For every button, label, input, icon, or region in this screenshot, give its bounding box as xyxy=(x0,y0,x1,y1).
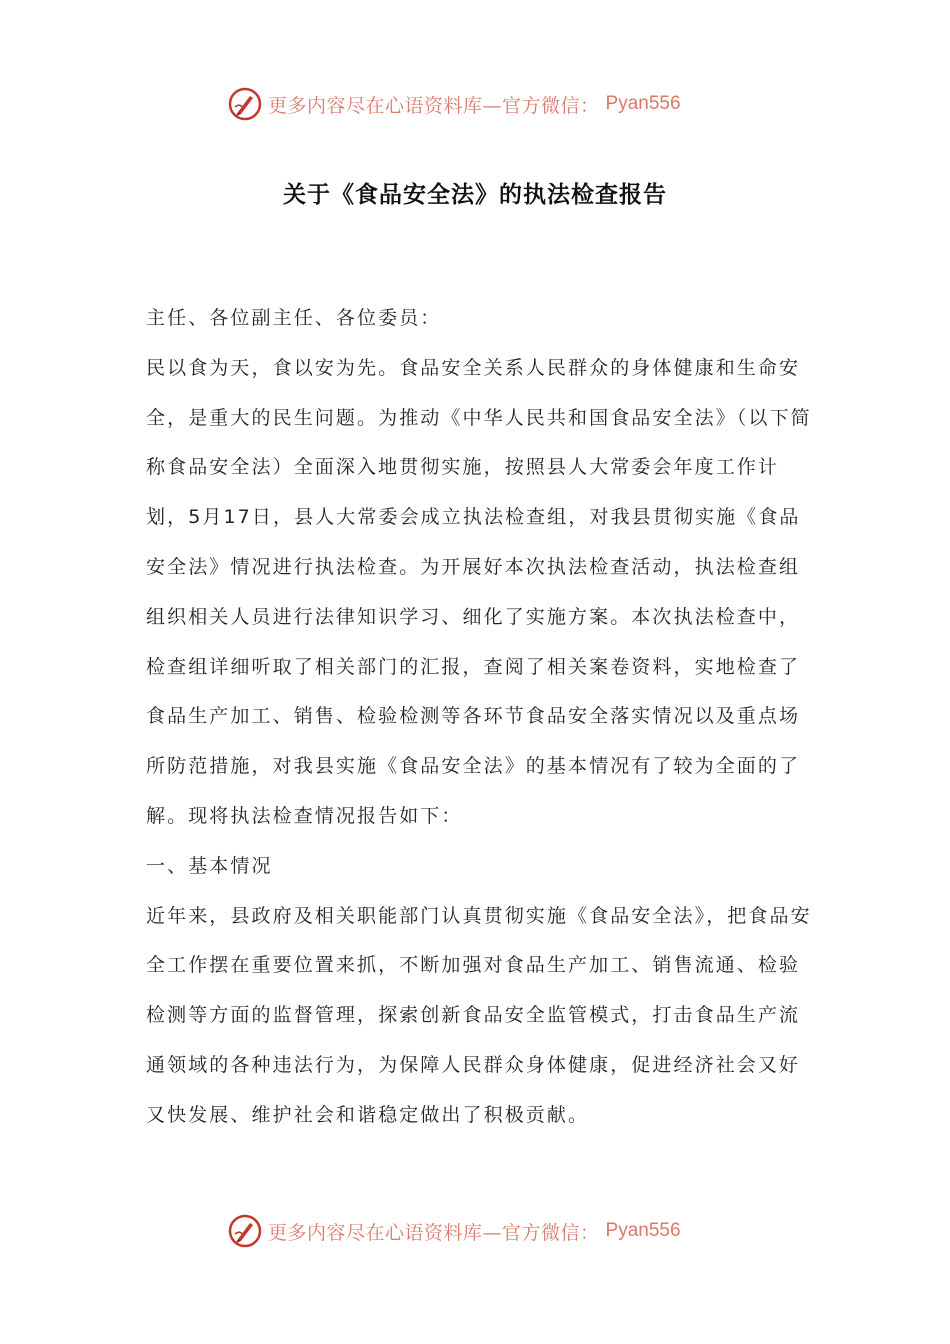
salutation: 主任、各位副主任、各位委员： xyxy=(146,307,442,329)
watermark-text: 更多内容尽在心语资料库—官方微信： xyxy=(268,94,600,117)
footer-watermark xyxy=(228,1211,681,1251)
pen-logo-icon xyxy=(228,87,262,121)
section-heading-basic: 一、基本情况 xyxy=(146,854,273,877)
paragraph-basic-situation: 近年来，县政府及相关职能部门认真贯彻实施《食品安全法》，把食品安全工作摆在重要位置来抓，不断加强对食品生产加工、销售流通、检验检测等方面的监督管理，探索创新食品安全监管模式，打击食品生产流通领域的各种违法行为，为保障人民群众身体健康，促进经济社会又好又快发展、维护社会和谐稳定做出了积极贡献。 xyxy=(146,904,812,1126)
watermark-wechat-id: Pyan556 xyxy=(605,93,681,114)
header-watermark xyxy=(228,84,681,124)
paragraph-intro: 民以食为天，食以安为先。食品安全关系人民群众的身体健康和生命安全，是重大的民生问题。为推动《中华人民共和国食品安全法》（以下简称食品安全法）全面深入地贯彻实施，按照县人大常委会年度工作计划，5月17日，县人大常委会成立执法检查组，对我县贯彻实施《食品安全法》情况进行执法检查。为开展好本次执法检查活动，执法检查组组织相关人员进行法律知识学习、细化了实施方案。本次执法检查中，检查组详细听取了相关部门的汇报，查阅了相关案卷资料，实地检查了食品生产加工、销售、检验检测等各环节食品安全落实情况以及重点场所防范措施，对我县实施《食品安全法》的基本情况有了较为全面的了解。现将执法检查情况报告如下： xyxy=(146,356,812,827)
document-title: 关于《食品安全法》的执法检查报告 xyxy=(283,182,667,208)
watermark-text: 更多内容尽在心语资料库—官方微信： xyxy=(268,1221,600,1244)
document-body xyxy=(146,294,818,1141)
pen-logo-icon xyxy=(228,1214,262,1248)
watermark-wechat-id: Pyan556 xyxy=(605,1220,681,1241)
